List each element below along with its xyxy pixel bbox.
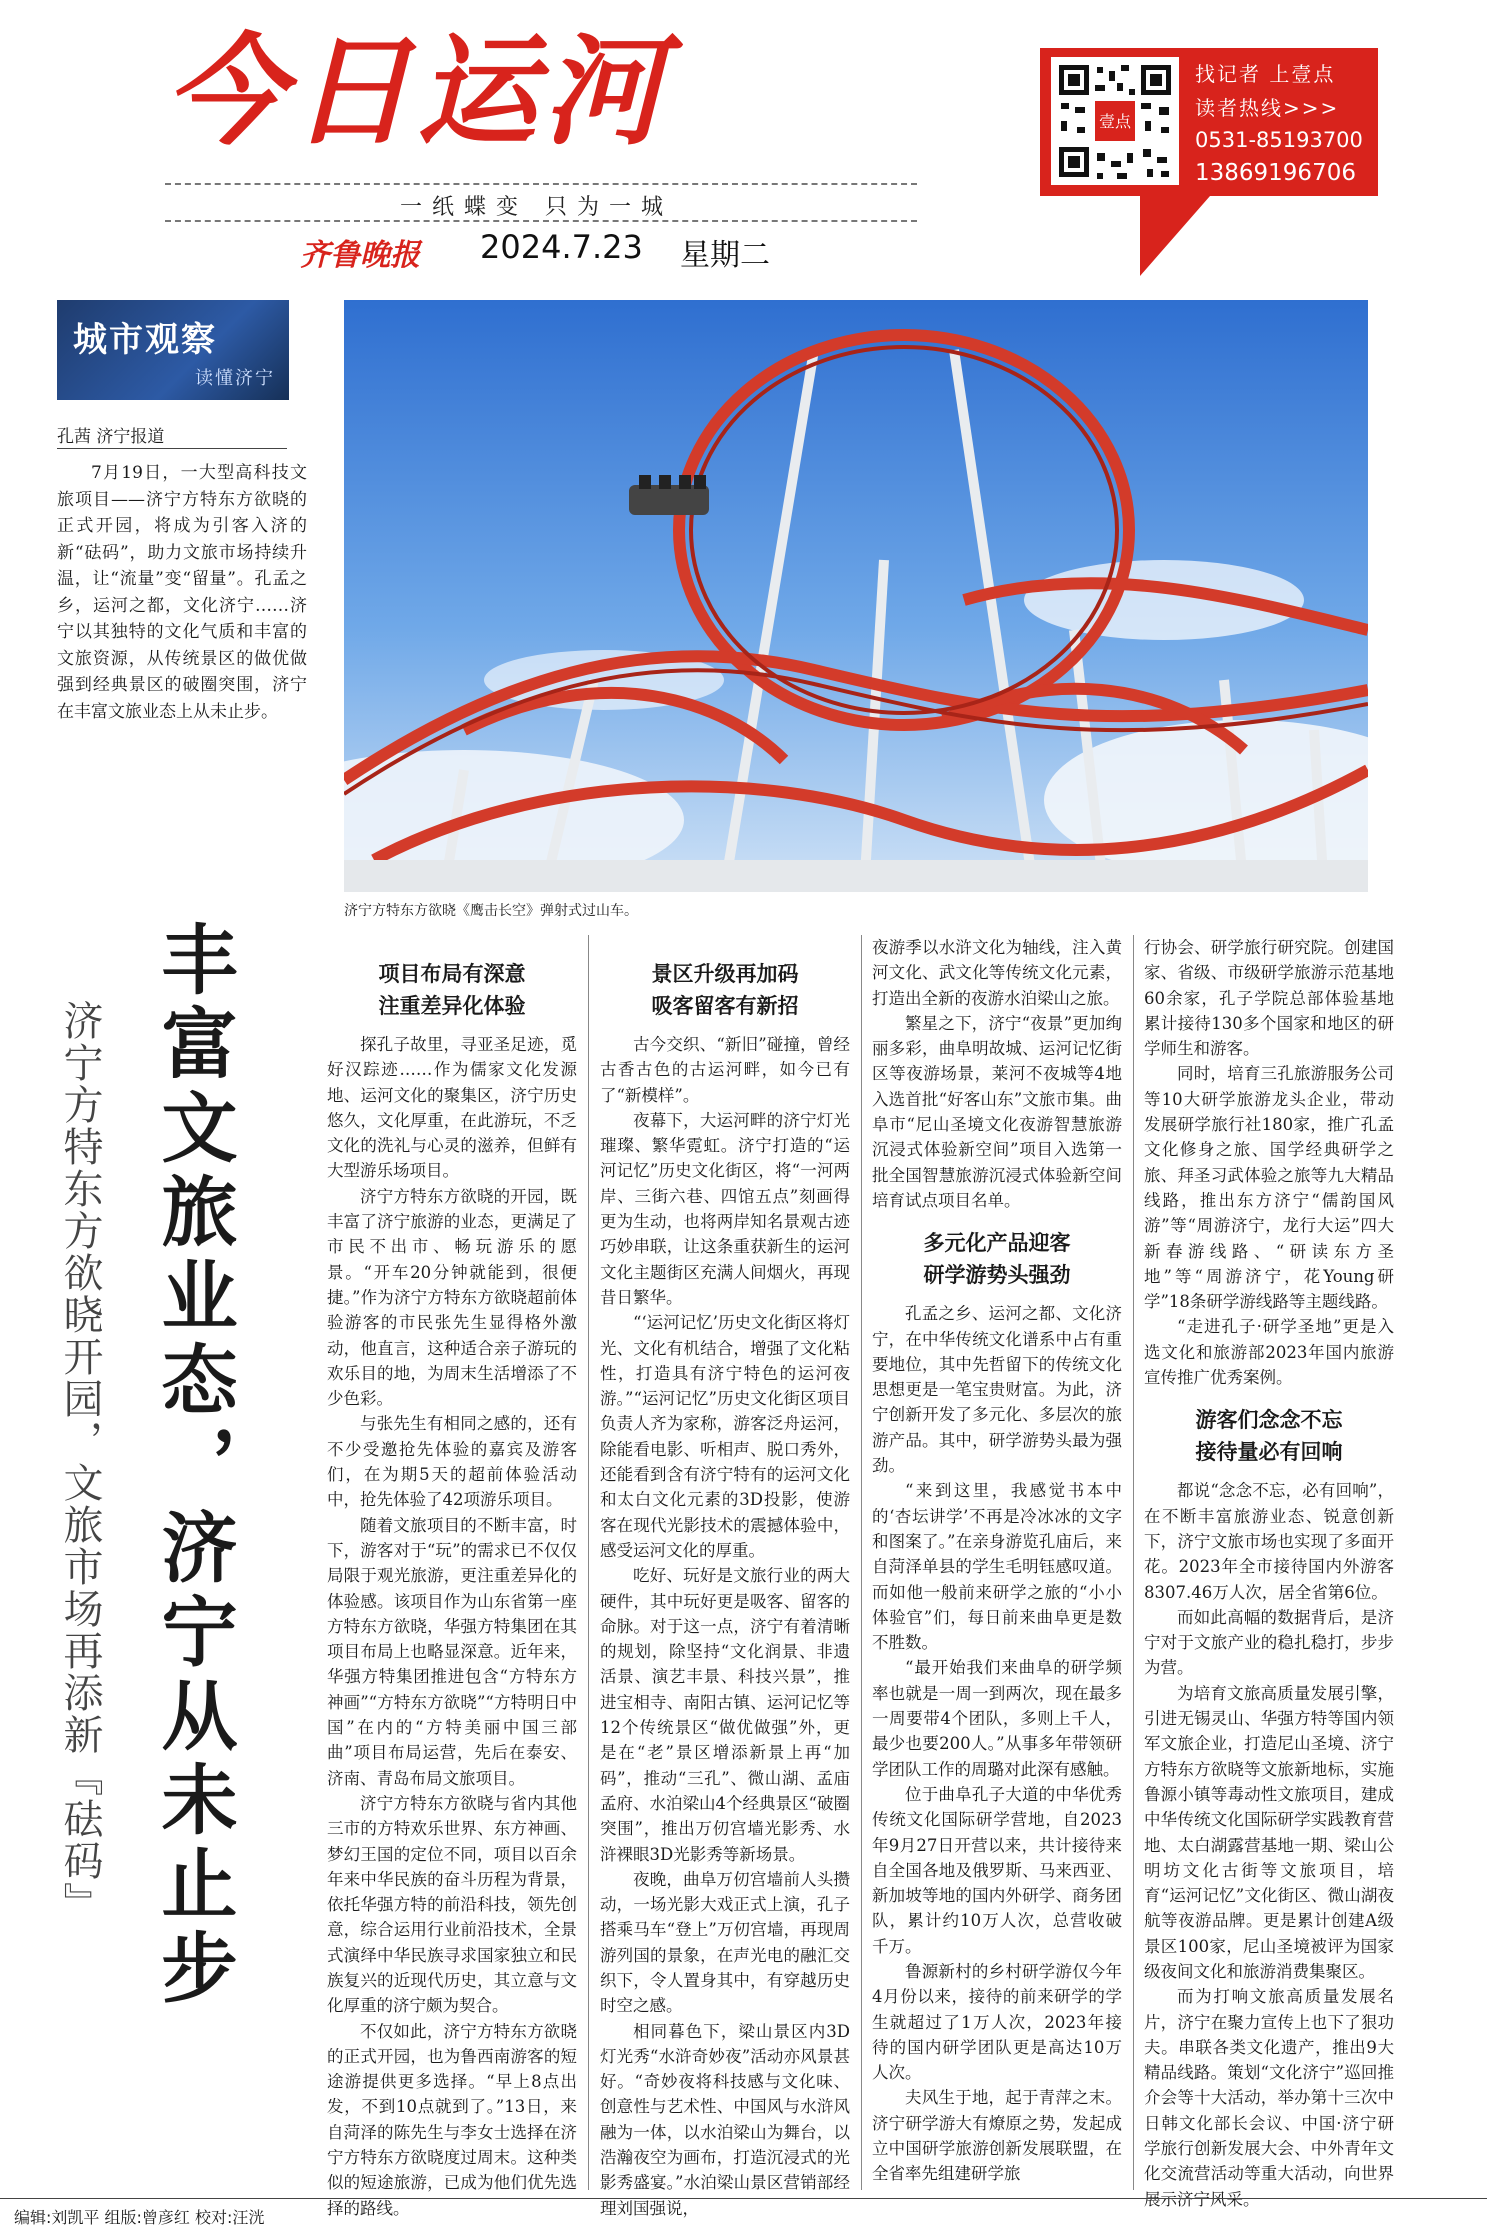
section-subtitle: 读懂济宁 — [195, 368, 275, 389]
paragraph: 夫风生于地，起于青萍之末。济宁研学游大有燎原之势，发起成立中国研学旅游创新发展联盟，在全省率先组建研学旅 — [872, 2088, 1122, 2184]
paragraph: 孔孟之乡、运河之都、文化济宁，在中华传统文化谱系中占有重要地位，其中先哲留下的传统文化思想更是一笔宝贵财富。为此，济宁创新开发了多元化、多层次的旅游产品。其中，研学游势头最为强劲。 — [872, 1304, 1122, 1476]
paragraph: 济宁方特东方欲晓的开园，既丰富了济宁旅游的业态，更满足了市民不出市、畅玩游乐的愿景。“开车20分钟就能到，很便捷。”作为济宁方特东方欲晓超前体验游客的市民张先生显得格外激动，他直言，这种适合亲子游玩的欢乐目的地，为周末生活增添了不少色彩。 — [327, 1186, 577, 1409]
paragraph: “‘运河记忆’历史文化街区将灯光、文化有机结合，增强了文化粘性，打造具有济宁特色的运河夜游。”“运河记忆”历史文化街区项目负责人齐为家称，游客泛舟运河，除能看电影、听相声、脱口秀外，还能看到含有济宁特有的运河文化和太白文化元素的3D投影，使游客在现代光影技术的震撼体验中，感受运河文化的厚重。 — [600, 1313, 850, 1560]
roller-coaster-photo — [344, 300, 1368, 892]
divider — [165, 183, 917, 185]
paragraph: 为培育文旅高质量发展引擎，引进无锡灵山、华强方特等国内领军文旅企业，打造尼山圣境、济宁方特东方欲晓等文旅新地标，实施鲁源小镇等毒动性文旅项目，建成中华传统文化国际研学实践教育营地、太白湖露营基地一期、梁山公明坊文化古街等文旅项目，培育“运河记忆”文化街区、微山湖夜航等夜游品牌。更是累计创建A级景区100家，尼山圣境被评为国家级夜间文化和旅游消费集聚区。 — [1144, 1683, 1394, 1981]
paragraph: 而如此高幅的数据背后，是济宁对于文旅产业的稳扎稳打，步步为营。 — [1144, 1607, 1394, 1678]
paragraph: 行协会、研学旅行研究院。创建国家、省级、市级研学旅游示范基地60余家，孔子学院总部体验基地累计接待130多个国家和地区的研学师生和游客。 — [1144, 938, 1394, 1059]
section-heading — [327, 958, 577, 1022]
article-column-2 — [600, 958, 850, 2221]
paragraph: 夜晚，曲阜万仞宫墙前人头攒动，一场光影大戏正式上演，孔子搭乘马车“登上”万仞宫墙，再现周游列国的景象，在声光电的融汇交织下，令人置身其中，有穿越历史时空之感。 — [600, 1869, 850, 2016]
newspaper-logo: 齐鲁晚报 — [300, 238, 420, 273]
paragraph: “最开始我们来曲阜的研学频率也就是一周一到两次，现在最多一周要带4个团队，多则上千人，最少也要200人。”从事多年带领研学团队工作的周璐对此深有感触。 — [872, 1658, 1122, 1779]
paragraph: 济宁方特东方欲晓与省内其他三市的方特欢乐世界、东方神画、梦幻王国的定位不同，项目以百余年来中华民族的奋斗历程为背景，依托华强方特的前沿科技，领先创意，综合运用行业前沿技术，全景式演绎中华民族寻求国家独立和民族复兴的近现代历史，其立意与文化厚重的济宁颇为契合。 — [327, 1793, 577, 2016]
sub-headline: 济宁方特东方欲晓开园，文旅市场再添新『砝码』 — [57, 1000, 103, 1924]
section-heading-line: 注重差异化体验 — [378, 994, 526, 1018]
divider — [165, 220, 917, 222]
paragraph: 而为打响文旅高质量发展名片，济宁在聚力宣传上也下了狠功夫。串联各类文化遗产，推出9大精品线路。策划“文化济宁”巡回推介会等十大活动，举办第十三次中日韩文化部长会议、中国·济宁研学旅行创新发展大会、中外青年文化交流营活动等重大活动，向世界展示济宁风采。 — [1144, 1987, 1394, 2209]
paragraph: 与张先生有相同之感的，还有不少受邀抢先体验的嘉宾及游客们，在为期5天的超前体验活动中，抢先体验了42项游乐项目。 — [327, 1414, 577, 1510]
masthead-slogan: 一纸蝶变 只为一城 — [400, 195, 673, 220]
paragraph: “来到这里，我感觉书本中的‘杏坛讲学’不再是冷冰冰的文字和图案了。”在亲身游览孔庙后，来自菏泽单县的学生毛明钰感叹道。而如他一般前来研学之旅的“小小体验官”们，每日前来曲阜更是数不胜数。 — [872, 1481, 1122, 1653]
paragraph: 都说“念念不忘，必有回响”，在不断丰富旅游业态、锐意创新下，济宁文旅市场也实现了多面开花。2023年全市接待国内外游客8307.46万人次，居全省第6位。 — [1144, 1481, 1394, 1602]
divider — [57, 448, 287, 449]
paragraph: 相同暮色下，梁山景区内3D灯光秀“水浒奇妙夜”活动亦风景甚好。“奇妙夜将科技感与文化味、创意性与艺术性、中国风与水浒风融为一体，以水泊梁山为舞台，以浩瀚夜空为画布，打造沉浸式的光影秀盛宴。”水泊梁山景区营销部经理刘国强说， — [600, 2021, 850, 2218]
section-heading-line: 项目布局有深意 — [378, 962, 526, 986]
paragraph: 吃好、玩好是文旅行业的两大硬件，其中玩好更是吸客、留客的命脉。对于这一点，济宁有着清晰的规划，除坚持“文化润景、非遗活景、演艺丰景、科技兴景”，推进宝相寺、南阳古镇、运河记忆等12个传统景区“做优做强”外，更是在“老”景区增添新景上再“加码”，推动“三孔”、微山湖、孟庙孟府、水泊梁山4个经典景区“破圈突围”，推出万仞宫墙光影秀、水浒裸眼3D光影秀等新场景。 — [600, 1566, 850, 1864]
paragraph: 古今交织、“新旧”碰撞，曾经古香古色的古运河畔，如今已有了“新模样”。 — [600, 1035, 850, 1105]
section-heading — [600, 958, 850, 1022]
qr-label: 壹点 — [1098, 112, 1132, 131]
hotline-label: 读者热线>>> — [1195, 96, 1340, 120]
editor-credits: 编辑:刘凯平 组版:曾彦红 校对:汪洸 — [14, 2208, 265, 2227]
issue-weekday: 星期二 — [680, 238, 770, 273]
contact-box-tail — [1140, 196, 1210, 276]
section-heading — [1144, 1404, 1394, 1468]
article-column-3 — [872, 935, 1122, 2187]
footer-divider — [0, 2198, 1487, 2199]
section-heading-line: 接待量必有回响 — [1195, 1440, 1343, 1465]
paragraph: 位于曲阜孔子大道的中华优秀传统文化国际研学营地，自2023年9月27日开营以来，共计接待来自全国各地及俄罗斯、马来西亚、新加坡等地的国内外研学、商务团队，累计约10万人次，总营收破千万。 — [872, 1784, 1122, 1956]
paragraph: 同时，培育三孔旅游服务公司等10大研学旅游龙头企业，带动发展研学旅行社180家，推广孔孟文化修身之旅、国学经典研学之旅、拜圣习武体验之旅等九大精品线路，推出东方济宁“儒韵国风游”等“周游济宁，龙行大运”四大新春游线路、“研读东方圣地”等“周游济宁，花Young研学”18条研学游线路等主题线路。 — [1144, 1064, 1394, 1312]
hotline-phone-1[interactable]: 0531-85193700 — [1195, 128, 1363, 152]
paragraph: 夜游季以水浒文化为轴线，注入黄河文化、武文化等传统文化元素，打造出全新的夜游水泊梁山之旅。 — [872, 938, 1122, 1008]
column-divider — [1133, 935, 1134, 2190]
contact-slogan: 找记者 上壹点 — [1195, 62, 1336, 86]
section-heading-line: 景区升级再加码 — [651, 962, 799, 986]
article-column-4 — [1144, 935, 1394, 2212]
article-column-1 — [327, 958, 577, 2221]
byline: 孔茜 济宁报道 — [57, 427, 165, 447]
qr-code-icon[interactable] — [1051, 57, 1179, 185]
issue-date: 2024.7.23 — [480, 228, 643, 266]
section-heading-line: 多元化产品迎客 — [923, 1231, 1071, 1256]
main-headline: 丰富文旅业态，济宁从未止步 — [149, 920, 238, 2012]
section-heading-line: 研学游势头强劲 — [923, 1263, 1071, 1288]
paragraph: “走进孔子·研学圣地”更是入选文化和旅游部2023年国内旅游宣传推广优秀案例。 — [1144, 1317, 1394, 1388]
intro-paragraph: 7月19日，一大型高科技文旅项目——济宁方特东方欲晓的正式开园，将成为引客入济的新“砝码”，助力文旅市场持续升温，让“流量”变“留量”。孔孟之乡，运河之都，文化济宁……济宁以其独特的文化气质和丰富的文旅资源，从传统景区的做优做强到经典景区的破圈突围，济宁在丰富文旅业态上从未止步。 — [57, 463, 307, 722]
photo-caption: 济宁方特东方欲晓《鹰击长空》弹射式过山车。 — [344, 903, 638, 919]
column-divider — [588, 935, 589, 2190]
paragraph: 繁星之下，济宁“夜景”更加绚丽多彩，曲阜明故城、运河记忆街区等夜游场景，莱河不夜城等4地入选首批“好客山东”文旅市集。曲阜市“尼山圣境文化夜游智慧旅游沉浸式体验新空间”项目入选第一批全国智慧旅游沉浸式体验新空间培育试点项目名单。 — [872, 1013, 1122, 1210]
paragraph: 夜幕下，大运河畔的济宁灯光璀璨、繁华霓虹。济宁打造的“运河记忆”历史文化街区，将“一河两岸、三街六巷、四馆五点”刻画得更为生动，也将两岸知名景观古迹巧妙串联，让这条重获新生的运河文化主题街区充满人间烟火，再现昔日繁华。 — [600, 1110, 850, 1307]
section-tag — [57, 300, 289, 400]
column-divider — [861, 935, 862, 2190]
paragraph: 不仅如此，济宁方特东方欲晓的正式开园，也为鲁西南游客的短途游提供更多选择。“早上8点出发，不到10点就到了。”13日，来自菏泽的陈先生与李女士选择在济宁方特东方欲晓度过周末。这种类似的短途旅游，已成为他们优先选择的路线。 — [327, 2021, 577, 2218]
section-heading-line: 吸客留客有新招 — [651, 994, 799, 1018]
section-heading — [872, 1227, 1122, 1291]
hotline-phone-2[interactable]: 13869196706 — [1195, 160, 1356, 186]
section-title: 城市观察 — [73, 320, 217, 360]
paragraph: 探孔子故里，寻亚圣足迹，觅好汉踪迹……作为儒家文化发源地、运河文化的聚集区，济宁历史悠久，文化厚重，在此游玩，不乏文化的洗礼与心灵的滋养，但鲜有大型游乐场项目。 — [327, 1035, 577, 1181]
section-heading-line: 游客们念念不忘 — [1195, 1408, 1343, 1433]
paragraph: 鲁源新村的乡村研学游仅今年4月份以来，接待的前来研学的学生就超过了1万人次，2023年接待的国内研学团队更是高达10万人次。 — [872, 1961, 1122, 2083]
paragraph: 随着文旅项目的不断丰富，时下，游客对于“玩”的需求已不仅仅局限于观光旅游，更注重差异化的体验感。该项目作为山东省第一座方特东方欲晓，华强方特集团在其项目布局上也略显深意。近年来，华强方特集团推进包含“方特东方神画”“方特东方欲晓”“方特明日中国”在内的“方特美丽中国三部曲”项目布局运营，先后在泰安、济南、青岛布局文旅项目。 — [327, 1515, 577, 1788]
masthead-title: 今日运河 — [165, 23, 669, 162]
